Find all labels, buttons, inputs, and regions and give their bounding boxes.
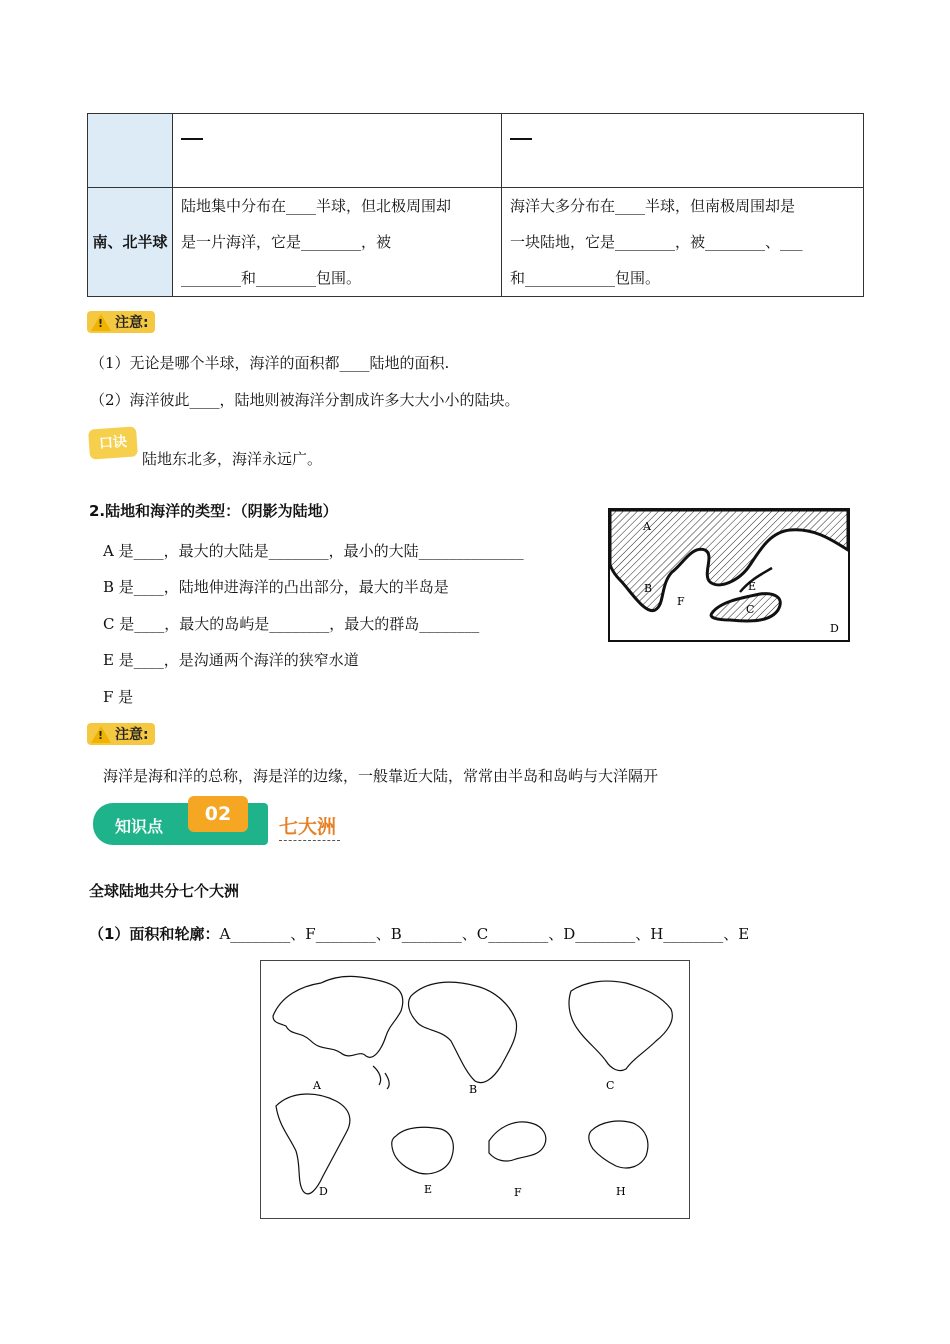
table-header-cell-empty xyxy=(88,114,173,188)
section2-item-f: F 是 xyxy=(103,688,134,706)
continent-label-h: H xyxy=(616,1185,626,1198)
knowledge-point-title: 七大洲 xyxy=(279,812,340,841)
hemisphere-table xyxy=(87,113,864,297)
notice-badge-1 xyxy=(87,310,155,334)
map-label-e: E xyxy=(748,580,757,593)
map-label-d: D xyxy=(830,622,839,635)
continent-label-a: A xyxy=(313,1079,321,1092)
continents-question xyxy=(89,923,749,944)
section2-item-b: B 是____，陆地伸进海洋的凸出部分，最大的半岛是 xyxy=(103,578,449,596)
knowledge-point-label: 知识点 xyxy=(115,817,164,836)
table-header-hemisphere: 南、北半球 xyxy=(88,188,173,297)
continent-b-outline xyxy=(409,982,517,1082)
continent-h-outline xyxy=(589,1121,648,1168)
north-line-3: ________和________包围。 xyxy=(181,269,362,287)
continent-label-b: B xyxy=(469,1083,478,1096)
notice1-item-2: （2）海洋彼此____，陆地则被海洋分割成许多大大小小的陆块。 xyxy=(90,391,520,409)
mnemonic-badge: 口诀 xyxy=(88,426,138,459)
table-cell-north-top xyxy=(173,114,502,188)
land-sea-map xyxy=(608,508,850,642)
section2-item-e: E 是____，是沟通两个海洋的狭窄水道 xyxy=(103,651,359,669)
map-label-c: C xyxy=(746,603,755,616)
knowledge-point-number: 02 xyxy=(188,796,248,832)
section2-title: 2.陆地和海洋的类型：（阴影为陆地） xyxy=(89,502,338,520)
continents-outline-map xyxy=(260,960,690,1219)
table-cell-north xyxy=(173,188,502,297)
map-label-a: A xyxy=(643,520,651,533)
notice1-item-1: （1）无论是哪个半球，海洋的面积都____陆地的面积. xyxy=(90,354,450,372)
notice-label: 注意: xyxy=(115,727,149,743)
continent-label-d: D xyxy=(319,1185,328,1198)
map-label-b: B xyxy=(644,582,653,595)
south-line-3: 和____________包围。 xyxy=(510,269,661,287)
continent-label-e: E xyxy=(424,1183,433,1196)
continent-label-c: C xyxy=(606,1079,615,1092)
continent-c-outline xyxy=(569,981,672,1071)
section2-item-c: C 是____，最大的岛屿是________，最大的群岛________ xyxy=(103,615,480,633)
table-cell-south-top xyxy=(502,114,864,188)
continent-a-outline xyxy=(273,976,403,1057)
mnemonic-text: 陆地东北多，海洋永远广。 xyxy=(142,450,323,468)
warning-icon: ! xyxy=(91,726,111,743)
north-line-1: 陆地集中分布在____半球，但北极周围却 xyxy=(181,197,452,215)
section2-item-a: A 是____，最大的大陆是________，最小的大陆______________ xyxy=(103,542,524,560)
north-line-2: 是一片海洋，它是________，被 xyxy=(181,233,392,251)
continents-heading: 全球陆地共分七个大洲 xyxy=(89,882,240,900)
south-line-2: 一块陆地，它是________，被________、___ xyxy=(510,233,803,251)
map-label-f: F xyxy=(677,595,685,608)
continents-question-text: A________、F________、B________、C________、D________、H________、E xyxy=(219,925,750,943)
continent-d-outline xyxy=(276,1094,350,1194)
continent-label-f: F xyxy=(514,1186,522,1199)
notice2-text: 海洋是海和洋的总称，海是洋的边缘，一般靠近大陆，常常由半岛和岛屿与大洋隔开 xyxy=(103,767,659,785)
continent-f-outline xyxy=(489,1122,546,1161)
continents-question-label: （1）面积和轮廓： xyxy=(89,925,220,943)
notice-badge-2 xyxy=(87,722,155,746)
notice-label: 注意: xyxy=(115,315,149,331)
continent-e-outline xyxy=(392,1127,454,1174)
table-cell-south xyxy=(502,188,864,297)
warning-icon: ! xyxy=(91,314,111,331)
south-line-1: 海洋大多分布在____半球，但南极周围却是 xyxy=(510,197,796,215)
